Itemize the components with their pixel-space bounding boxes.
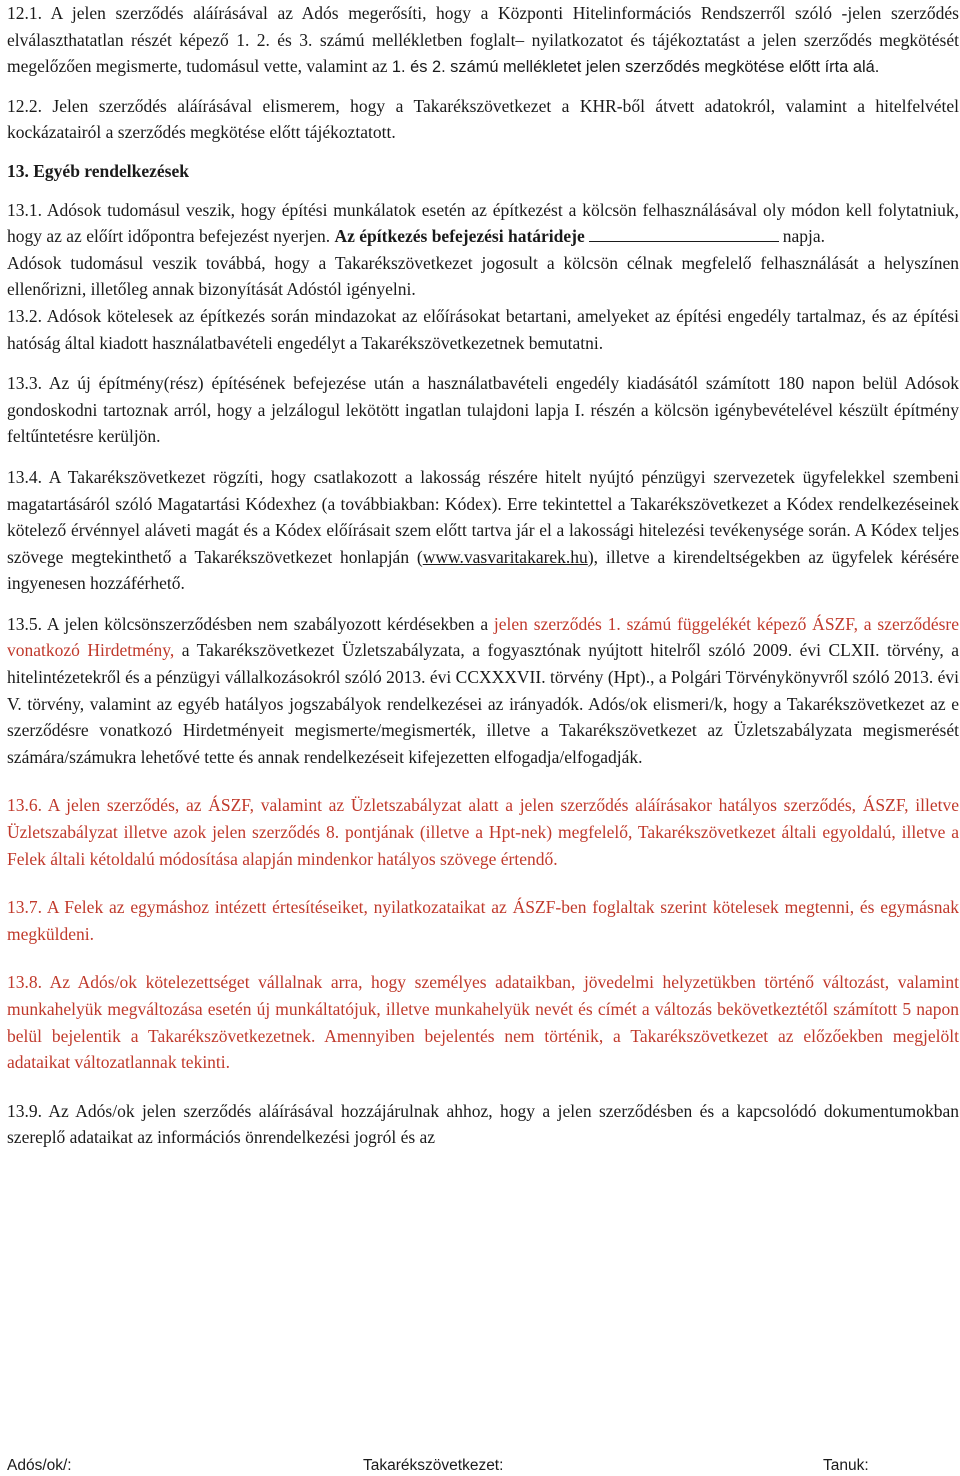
contract-page bbox=[7, 0, 959, 1151]
clause-12-1 bbox=[7, 0, 959, 81]
clause-13-1 bbox=[7, 197, 959, 250]
website-link[interactable]: www.vasvaritakarek.hu bbox=[422, 546, 588, 567]
clause-12-1-tail: 1. és 2. számú mellékletet jelen szerződés megkötése előtt írta alá. bbox=[391, 58, 880, 77]
section-13-heading: 13. Egyéb rendelkezések bbox=[7, 160, 189, 181]
witness-signature-label: Tanuk: bbox=[823, 1457, 869, 1474]
clause-13-9: 13.9. Az Adós/ok jelen szerződés aláírásával hozzájárulnak ahhoz, hogy a jelen szerződésben és a kapcsolódó dokumentumokban szereplő adataikat az információs önrendelkezési jogról és az bbox=[7, 1100, 959, 1148]
clause-13-4 bbox=[7, 464, 959, 597]
clause-13-5 bbox=[7, 611, 959, 771]
clause-13-8: 13.8. Az Adós/ok kötelezettséget vállalnak arra, hogy személyes adataikban, jövedelmi helyzetükben történő változást, valamint munkahelyük megváltozása esetén új munkáltatójuk, illetve munkahelyük nevét és címét a változás bekövetkeztétől számított 5 napon belül bejelentik a Takarékszövetkezetnek. Amennyiben bejelentés nem történik, a Takarékszövetkezet az előzőekben megjelölt adataikat változatlannak tekinti. bbox=[7, 972, 959, 1073]
deadline-label: Az építkezés befejezési határideje bbox=[334, 226, 585, 247]
clause-13-5-pre: 13.5. A jelen kölcsönszerződésben nem szabályozott kérdésekben a bbox=[7, 613, 494, 634]
clause-13-5-post: a Takarékszövetkezet Üzletszabályzata, a fogyasztónak nyújtott hitelről szóló 2009. évi CLXII. törvény, a hitelintézetekről és a pénzügyi vállalkozásokról szóló 2013. évi CCXXXVII. törvény (Hpt)., a Polgári Törvénykönyvről szóló 2013. évi V. törvény, valamint az egyéb hatályos jogszabályok rendelkezései az irányadók. Adós/ok elismeri/k, hogy a Takarékszövetkezet az e szerződésre vonatkozó Hirdetményeit megismerte/megismerték, illetve a Takarékszövetkezet az Üzletszabályzata megismerését számára/számukra lehetővé tette és annak rendelkezéseit kifejezetten elfogadja/elfogadják. bbox=[7, 640, 959, 767]
deadline-suffix: napja. bbox=[782, 226, 826, 247]
clause-13-7: 13.7. A Felek az egymáshoz intézett értesítéseiket, nyilatkozataikat az ÁSZF-ben foglaltak szerint kötelesek megtenni, és egymásnak megküldeni. bbox=[7, 897, 959, 944]
deadline-blank-line bbox=[589, 225, 779, 242]
clause-13-2: 13.2. Adósok kötelesek az építkezés során mindazokat az előírásokat betartani, amelyeket az építési engedély tartalmaz, és az építési hatóság által kiadott használatbavételi engedélyt a Takarékszövetkezetnek bemutatni. bbox=[7, 305, 959, 353]
debtor-signature-label: Adós/ok/: bbox=[7, 1457, 72, 1474]
clause-13-4-text: 13.4. A Takarékszövetkezet rögzíti, hogy csatlakozott a lakosság részére hitelt nyújtó pénzügyi szervezetek ügyfelekkel szembeni magatartásáról szóló Magatartási Kódexhez (a továbbiakban: Kódex). Erre tekintettel a Takarékszövetkezet a Kódex rendelkezéseinek kötelező érvénnyel aláveti magát és a Kódex előírásait szem előtt tartva jár el a lakossági hitelezési tevékenysége során. A Kódex teljes szövege megtekinthető a Takarékszövetkezet honlapján ( bbox=[7, 466, 959, 567]
clause-12-2: 12.2. Jelen szerződés aláírásával elismerem, hogy a Takarékszövetkezet a KHR-ből átvett adatokról, valamint a hitelfelvétel kockázatairól a szerződés megkötése előtt tájékoztatott. bbox=[7, 95, 959, 143]
signature-footer bbox=[7, 1455, 959, 1476]
bank-signature-label: Takarékszövetkezet: bbox=[363, 1457, 504, 1474]
clause-13-1-continued: Adósok tudomásul veszik továbbá, hogy a Takarékszövetkezet jogosult a kölcsön célnak megfelelő felhasználását a helyszínen ellenőrizni, illetőleg annak bizonyítását Adóstól igényelni. bbox=[7, 252, 959, 300]
clause-13-1-text: 13.1. Adósok tudomásul veszik, hogy építési munkálatok esetén az építkezést a kölcsön felhasználásával oly módon kell folytatniuk, hogy az az előírt időpontra befejezést nyerjen. bbox=[7, 199, 959, 247]
clause-13-4-tail: ), illetve a kirendeltségekben az ügyfelek kérésére ingyenesen hozzáférhető. bbox=[7, 546, 959, 594]
clause-12-1-lead: 12.1. A jelen szerződés aláírásával az Adós megerősíti, hogy a Központi Hitelinformációs Rendszerről szóló -jelen szerződés elválaszthatatlan részét képező 1. 2. és 3. számú mellékletben foglalt– nyilatkozatot és tájékoztatást a jelen szerződés megkötését megelőzően megismerte, tudomásul vette, valamint az bbox=[7, 3, 959, 77]
clause-13-3: 13.3. Az új építmény(rész) építésének befejezése után a használatbavételi engedély kiadásától számított 180 napon belül Adósok gondoskodni tartoznak arról, hogy a jelzálogul lekötött ingatlan tulajdoni lapja I. részén a kölcsön igénybevételével készült építmény feltűntetésre kerüljön. bbox=[7, 373, 959, 447]
clause-13-5-highlight: jelen szerződés 1. számú függelékét képező ÁSZF, a szerződésre vonatkozó Hirdetmény, bbox=[7, 613, 959, 661]
clause-13-6: 13.6. A jelen szerződés, az ÁSZF, valamint az Üzletszabályzat alatt a jelen szerződés aláírásakor hatályos szerződés, ÁSZF, illetve Üzletszabályzat illetve azok jelen szerződés 8. pontjának (illetve a Hpt-nek) megfelelő, Takarékszövetkezet általi egyoldalú, illetve a Felek általi kétoldalú módosítása alapján mindenkor hatályos szövege értendő. bbox=[7, 795, 959, 869]
